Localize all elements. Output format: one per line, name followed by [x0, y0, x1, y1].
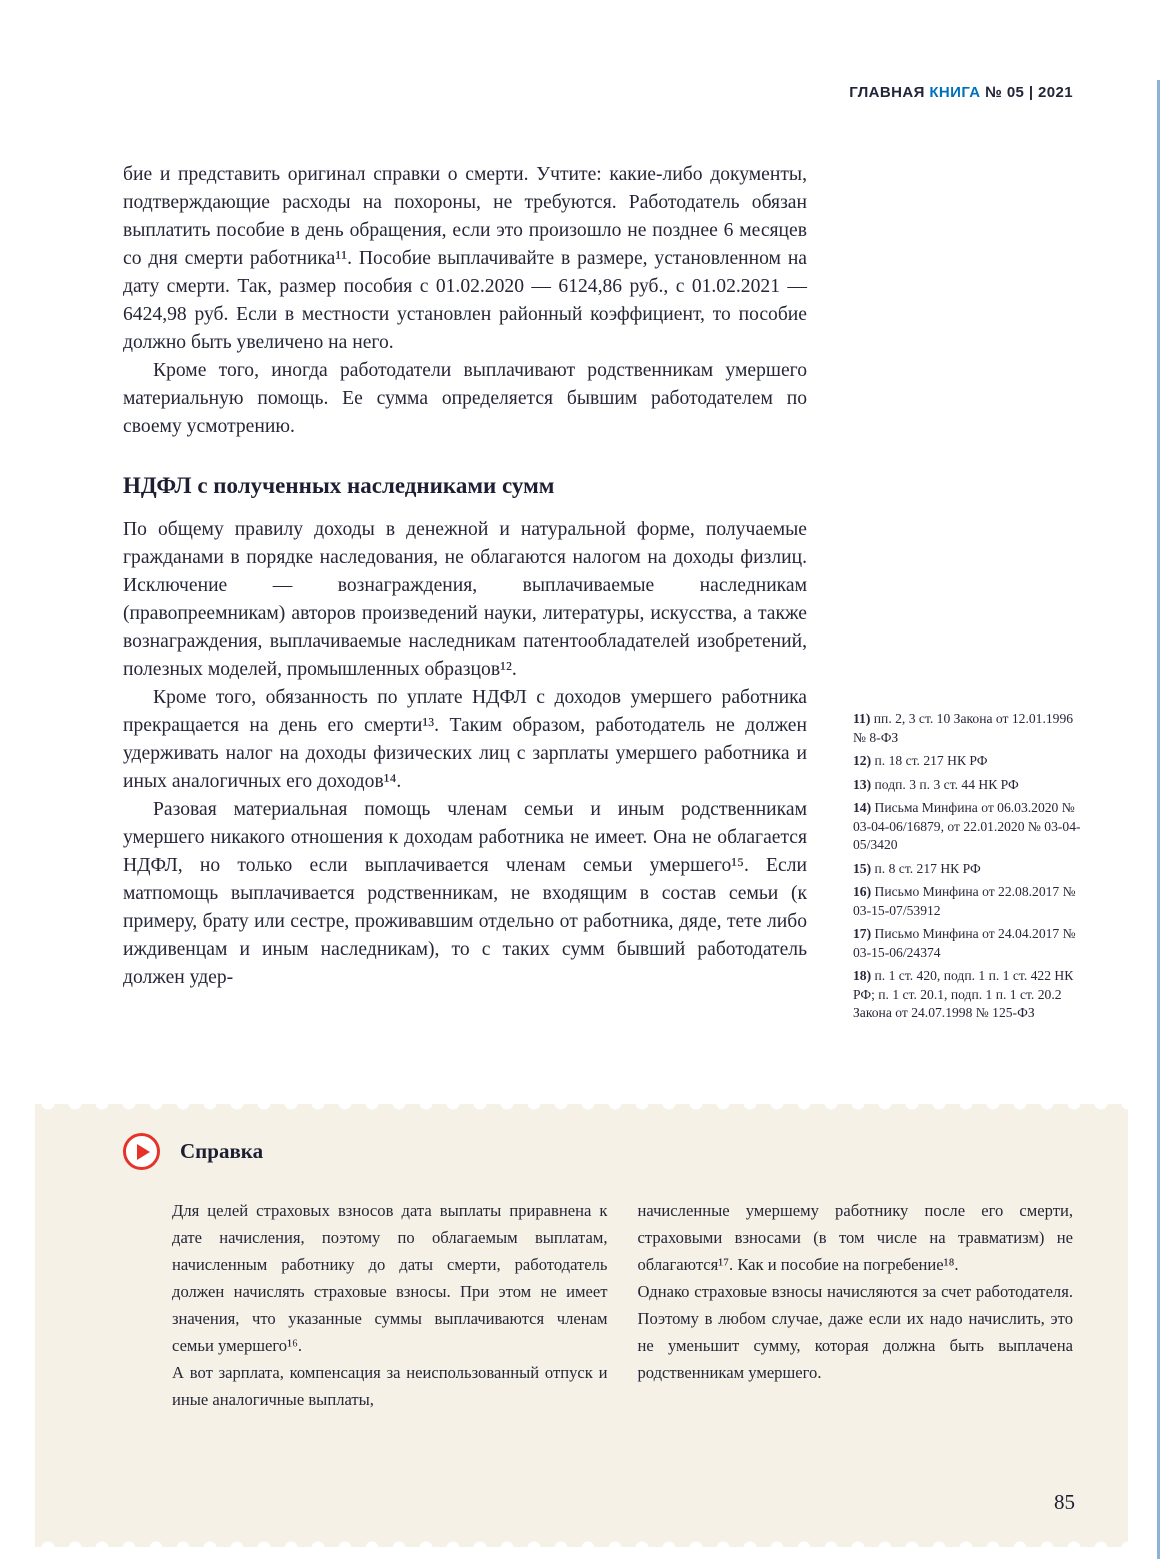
brand-name-blue: КНИГА [929, 84, 981, 101]
page-number: 85 [1054, 1490, 1075, 1514]
paragraph: Кроме того, иногда работодатели выплачивают родственникам умершего материальную помощь. Ее сумма определяется бывшим работодателем по своему усмотрению. [123, 360, 807, 437]
footnote-text: п. 8 ст. 217 НК РФ [874, 860, 981, 876]
paragraph: Разовая материальная помощь членам семьи и иным родственникам умершего никакого отношения к доходам работника не имеет. Она не облагается НДФЛ, но только если выплачивается членам семьи умершего¹⁵. Если матпомощь выплачивается родственникам, не входящим в состав семьи (к примеру, брату или сестре, проживавшим отдельно от работника, дяде, тете либо иждивенцам и иным наследникам), то с таких сумм бывший работодатель должен удер- [123, 799, 807, 988]
footnote-text: Письмо Минфина от 22.08.2017 № 03-15-07/53912 [853, 884, 1076, 918]
footnote-number: 18) [853, 968, 872, 983]
footnote-number: 17) [853, 926, 872, 941]
footnote-number: 12) [853, 753, 872, 768]
footnote-text: п. 18 ст. 217 НК РФ [874, 753, 988, 768]
footnotes-sidebar [853, 710, 1081, 1028]
footnote-number: 14) [853, 800, 872, 815]
footnote-number: 16) [853, 884, 872, 899]
issue-number: № 05 | 2021 [985, 84, 1073, 101]
paragraph: Для целей страховых взносов дата выплаты приравнена к дате начисления, поэтому по облагаемым выплатам, начисленным работнику до даты смерти, работодатель должен начислять страховые взносы. При этом не имеет значения, что указанные суммы выплачиваются членам семьи умершего¹⁶. [172, 1201, 608, 1355]
footnote-text: подп. 3 п. 3 ст. 44 НК РФ [874, 776, 1019, 792]
footnote-text: Письмо Минфина от 24.04.2017 № 03-15-06/24374 [853, 926, 1076, 960]
footnote-item [853, 799, 1081, 855]
footnote-text: Письма Минфина от 06.03.2020 № 03-04-06/16879, от 22.01.2020 № 03-04-05/3420 [853, 800, 1081, 852]
footnote-text: пп. 2, 3 ст. 10 Закона от 12.01.1996 № 8-ФЗ [853, 711, 1074, 745]
reference-box [35, 1104, 1128, 1547]
article-body [123, 161, 807, 992]
paragraph: По общему правилу доходы в денежной и натуральной форме, получаемые гражданами в порядке наследования, не облагаются налогом на доходы физлиц. Исключение — вознаграждения, выплачиваемые наследникам (правопреемникам) авторов произведений науки, литературы, искусства, а также вознаграждения, выплачиваемые наследникам патентообладателей изобретений, полезных моделей, промышленных образцов¹². [123, 519, 807, 680]
paragraph: начисленные умершему работнику после его смерти, страховыми взносами (в том числе на травматизм) не облагаются¹⁷. Как и пособие на погребение¹⁸. [637, 1201, 1073, 1274]
footnote-item [853, 925, 1081, 962]
footnote-item [853, 710, 1081, 747]
paragraph: А вот зарплата, компенсация за неиспользованный отпуск и иные аналогичные выплаты, [172, 1363, 608, 1409]
reference-box-columns [172, 1197, 1073, 1413]
section-heading: НДФЛ с полученных наследниками сумм [123, 473, 555, 498]
footnote-item [853, 967, 1081, 1023]
reference-box-right-column [638, 1197, 1074, 1413]
brand-name-dark: ГЛАВНАЯ [849, 84, 925, 101]
footnote-number: 15) [853, 860, 872, 876]
footnote-item [853, 776, 1081, 795]
reference-box-title: Справка [180, 1139, 264, 1163]
play-circle-icon [123, 1133, 160, 1170]
footnote-item [853, 752, 1081, 771]
footnote-text: п. 1 ст. 420, подп. 1 п. 1 ст. 422 НК РФ; п. 1 ст. 20.1, подп. 1 п. 1 ст. 20.2 Закона от 24.07.1998 № 125-ФЗ [853, 968, 1074, 1020]
footnote-item [853, 860, 1081, 879]
paragraph: Кроме того, обязанность по уплате НДФЛ с доходов умершего работника прекращается на день его смерти¹³. Таким образом, работодатель не должен удерживать налог на доходы физических лиц с зарплаты умершего работника и иных аналогичных его доходов¹⁴. [123, 687, 807, 792]
paragraph: бие и представить оригинал справки о смерти. Учтите: какие-либо документы, подтверждающие расходы на похороны, не требуются. Работодатель обязан выплатить пособие в день обращения, если это произошло не позднее 6 месяцев со дня смерти работника¹¹. Пособие выплачивайте в размере, установленном на дату смерти. Так, размер пособия с 01.02.2020 — 6124,86 руб., с 01.02.2021 — 6424,98 руб. Если в местности установлен районный коэффициент, то пособие должно быть увеличено на него. [123, 164, 807, 353]
footnote-item [853, 883, 1081, 920]
page-header [849, 84, 1073, 101]
page-edge-line [1157, 80, 1160, 1559]
footnote-number: 11) [853, 711, 871, 726]
paragraph: Однако страховые взносы начисляются за счет работодателя. Поэтому в любом случае, даже если их надо начислить, это не уменьшит сумму, которая должна быть выплачена родственникам умершего. [637, 1282, 1073, 1382]
reference-box-header [123, 1133, 1128, 1170]
footnote-number: 13) [853, 776, 872, 792]
reference-box-left-column [172, 1197, 608, 1413]
